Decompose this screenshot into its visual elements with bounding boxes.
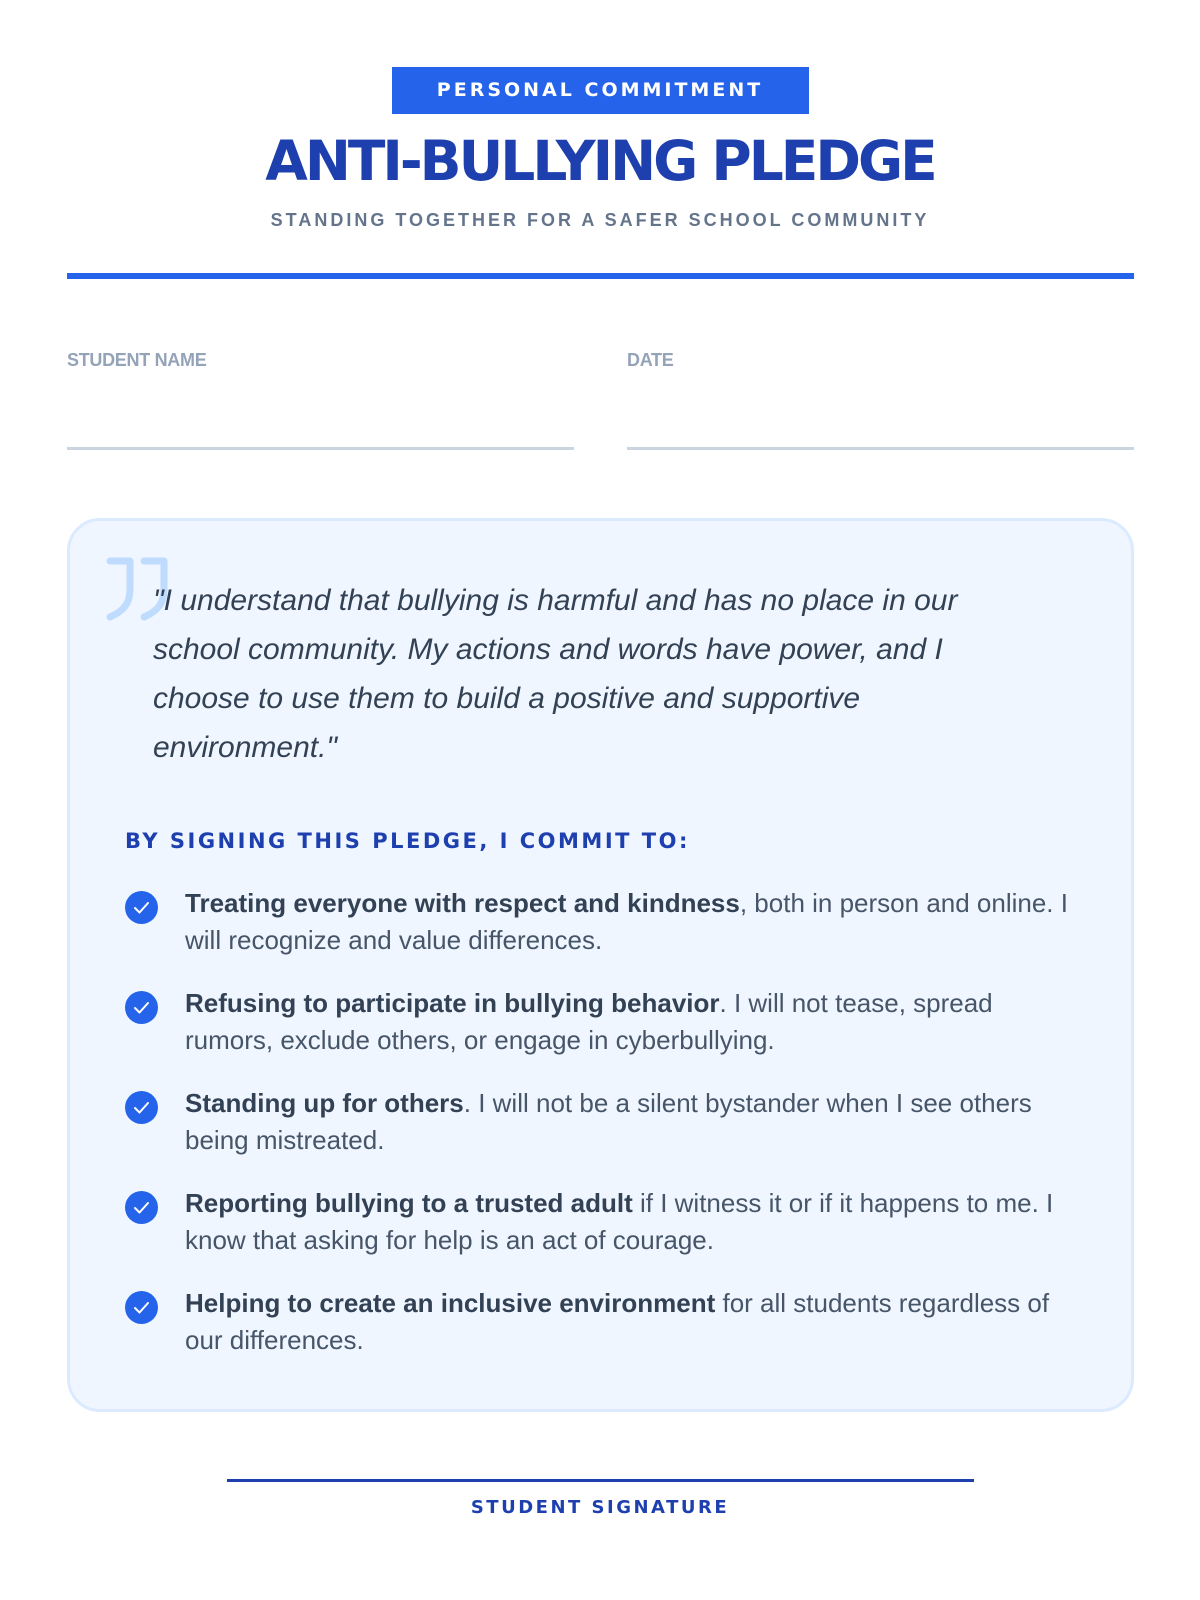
check-circle-icon: [125, 1091, 158, 1124]
commitment-item: [125, 1085, 1085, 1185]
pledge-card: [67, 518, 1134, 1412]
pledge-quote: "I understand that bullying is harmful and has no place in our school community. My actions and words have power, and I choose to use them to build a positive and supportive environment.": [153, 584, 958, 764]
header-badge: PERSONAL COMMITMENT: [392, 67, 809, 114]
commitment-item: [125, 885, 1085, 985]
commit-heading: BY SIGNING THIS PLEDGE, I COMMIT TO:: [125, 829, 690, 853]
header-divider: [67, 273, 1134, 279]
commitment-detail: . I will not be a silent bystander when I see others being mistreated.: [185, 1088, 1032, 1155]
commitment-item: [125, 1185, 1085, 1285]
commitment-text: [185, 1085, 1085, 1159]
check-circle-icon: [125, 1291, 158, 1324]
date-label: DATE: [627, 350, 674, 370]
commitment-text: [185, 885, 1085, 959]
commitment-text: [185, 1185, 1085, 1259]
commitment-text: [185, 1285, 1085, 1359]
commitment-item: [125, 985, 1085, 1085]
date-field[interactable]: [627, 350, 1134, 370]
commitment-emphasis: Treating everyone with respect and kindness: [185, 888, 740, 918]
commitment-emphasis: Standing up for others: [185, 1088, 464, 1118]
page-title: ANTI-BULLYING PLEDGE: [265, 129, 935, 193]
student-name-field[interactable]: [67, 350, 574, 370]
commitment-detail: , both in person and online. I will recognize and value differences.: [185, 888, 1068, 955]
header-badge-wrap: [0, 67, 1200, 114]
commitment-emphasis: Helping to create an inclusive environment: [185, 1288, 716, 1318]
commitment-emphasis: Reporting bullying to a trusted adult: [185, 1188, 633, 1218]
signature-line[interactable]: [227, 1479, 974, 1482]
commitment-text: [185, 985, 1085, 1059]
commitment-detail: for all students regardless of our differences.: [185, 1288, 1050, 1355]
commitment-list: [125, 885, 1085, 1385]
check-circle-icon: [125, 1191, 158, 1224]
signature-label: STUDENT SIGNATURE: [470, 1497, 730, 1518]
commitment-item: [125, 1285, 1085, 1385]
check-circle-icon: [125, 991, 158, 1024]
commitment-emphasis: Refusing to participate in bullying behavior: [185, 988, 720, 1018]
student-name-underline: [67, 447, 574, 450]
commitment-detail: if I witness it or if it happens to me. I know that asking for help is an act of courage.: [185, 1188, 1054, 1255]
student-name-label: STUDENT NAME: [67, 350, 207, 370]
check-circle-icon: [125, 891, 158, 924]
commitment-detail: . I will not tease, spread rumors, exclude others, or engage in cyberbullying.: [185, 988, 993, 1055]
page-subtitle: STANDING TOGETHER FOR A SAFER SCHOOL COMMUNITY: [270, 210, 930, 230]
date-underline: [627, 447, 1134, 450]
